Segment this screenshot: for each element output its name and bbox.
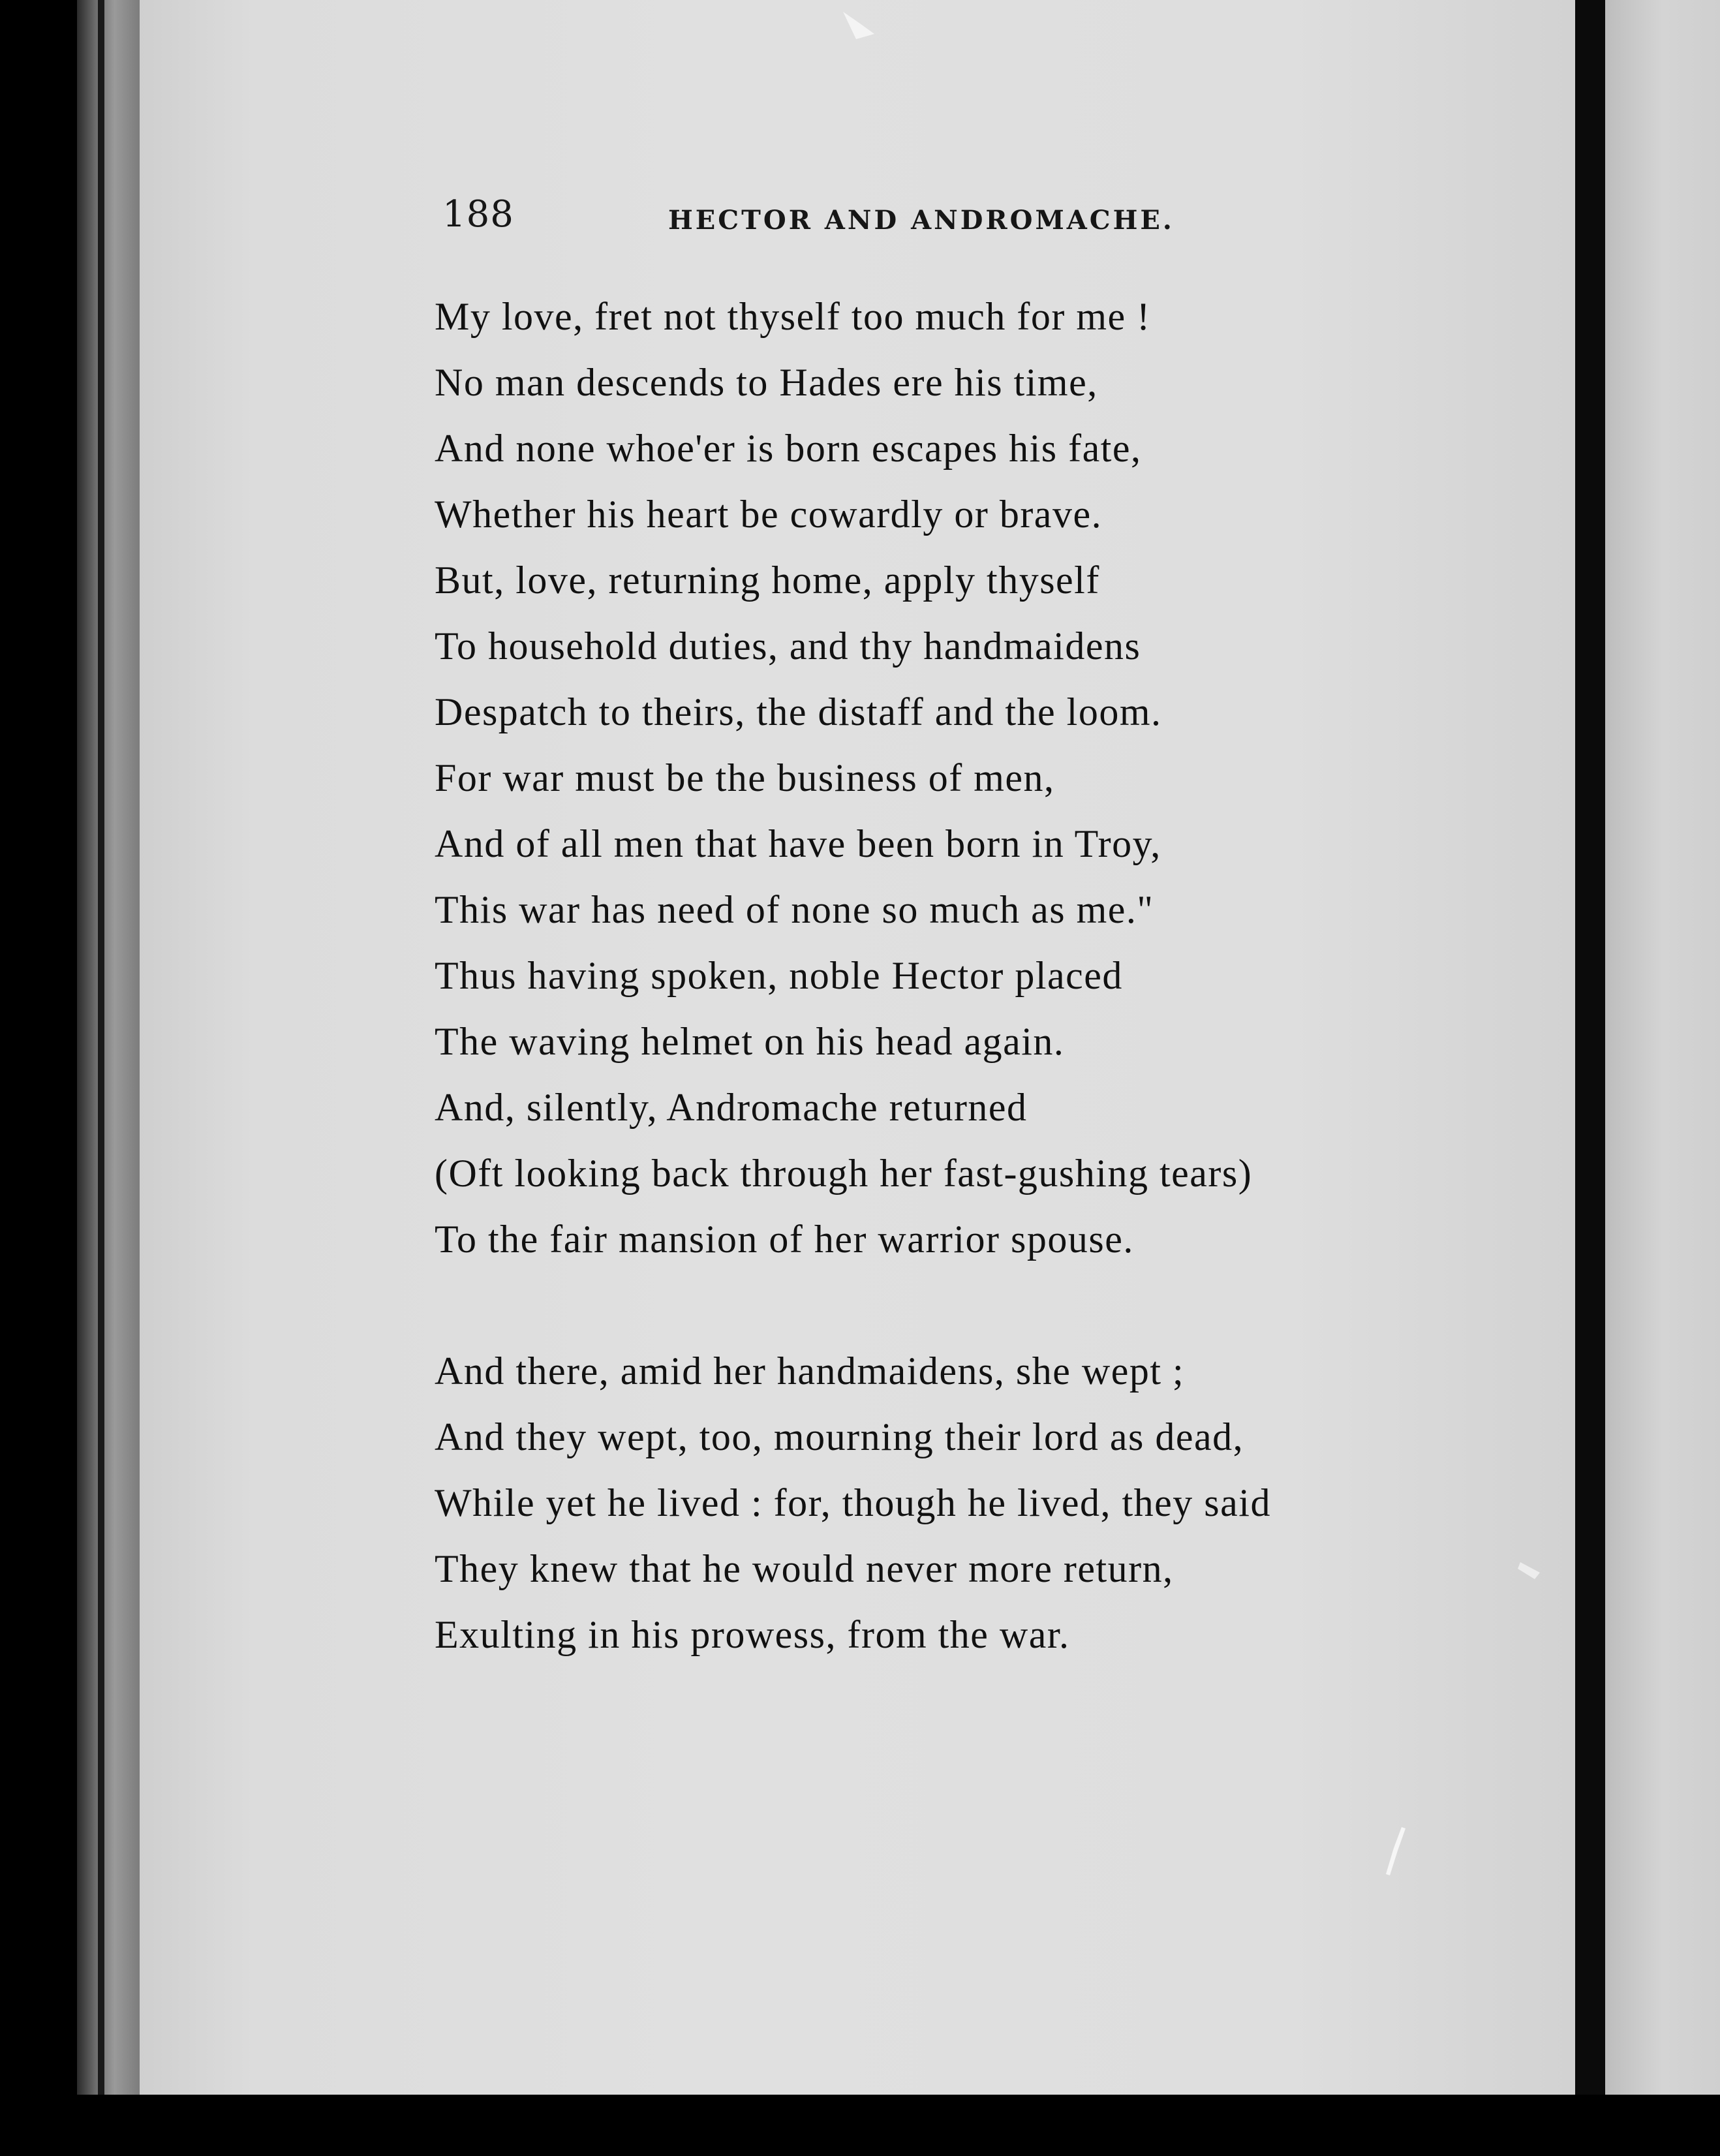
verse-line: To household duties, and thy handmaidens	[435, 624, 1141, 668]
verse-line: Whether his heart be cowardly or brave.	[435, 493, 1103, 536]
verse-line: This war has need of none so much as me."	[435, 888, 1154, 931]
verse-line: My love, fret not thyself too much for me !	[435, 295, 1151, 338]
verse-line: And none whoe'er is born escapes his fate,	[435, 427, 1142, 470]
verse-line: Despatch to theirs, the distaff and the loom.	[435, 690, 1162, 733]
verse-line: They knew that he would never more return,	[435, 1547, 1174, 1590]
verse-line: While yet he lived : for, though he lived, they said	[435, 1481, 1271, 1524]
verse-line: And they wept, too, mourning their lord as dead,	[435, 1415, 1244, 1458]
verse-line: And of all men that have been born in Troy,	[435, 822, 1161, 865]
verse-line: Exulting in his prowess, from the war.	[435, 1613, 1070, 1656]
verse-line: To the fair mansion of her warrior spouse.	[435, 1218, 1134, 1261]
verse-line: And, silently, Andromache returned	[435, 1086, 1028, 1129]
verse-line: Thus having spoken, noble Hector placed	[435, 954, 1123, 997]
verse-line: But, love, returning home, apply thyself	[435, 559, 1100, 602]
verse-line: The waving helmet on his head again.	[435, 1020, 1065, 1063]
verse-line: No man descends to Hades ere his time,	[435, 361, 1098, 404]
verse-line: For war must be the business of men,	[435, 756, 1055, 799]
scratch-mark-right	[1386, 1827, 1405, 1875]
page-number: 188	[442, 193, 514, 236]
scratch-mark-top	[843, 12, 874, 39]
verse-line: And there, amid her handmaidens, she wept ;	[435, 1349, 1185, 1393]
verse-line: (Oft looking back through her fast-gushing tears)	[435, 1152, 1253, 1195]
running-title: HECTOR AND ANDROMACHE.	[668, 205, 1175, 236]
speck-mark	[1518, 1562, 1540, 1579]
